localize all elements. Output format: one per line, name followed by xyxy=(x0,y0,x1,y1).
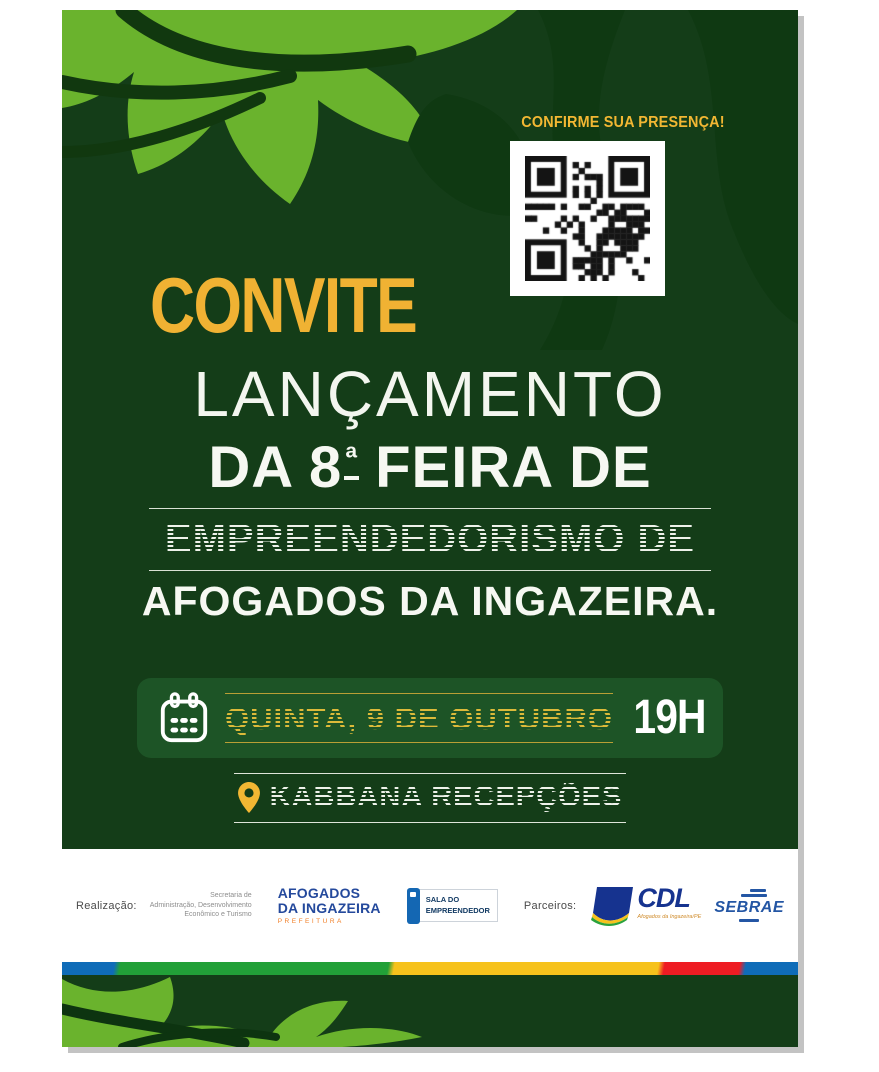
secretaria-line2: Administração, Desenvolvimento xyxy=(149,901,252,909)
sala-do-empreendedor-logo xyxy=(407,888,498,924)
sala-text xyxy=(415,889,498,921)
qr-block xyxy=(510,114,725,296)
sebrae-bar-icon xyxy=(739,919,759,922)
sebrae-bar-icon xyxy=(741,894,767,897)
prefeitura-name-line2: DA INGAZEIRA xyxy=(277,899,381,916)
parceiros-label: Parceiros: xyxy=(523,899,577,912)
sebrae-wordmark: SEBRAE xyxy=(714,899,785,917)
venue-name: KABBANA RECEPÇÕES xyxy=(269,781,623,813)
prefeitura-subtitle: PREFEITURA xyxy=(277,918,344,926)
realizacao-label: Realização: xyxy=(75,899,137,912)
title-line-feira xyxy=(62,436,798,500)
brand-color-stripe xyxy=(62,962,798,975)
event-date-badge xyxy=(137,678,723,758)
confirm-presence-label: CONFIRME SUA PRESENÇA! xyxy=(521,114,725,131)
invitation-poster xyxy=(62,10,798,1047)
title-line-afogados: AFOGADOS DA INGAZEIRA. xyxy=(141,578,719,624)
kicker-convite: CONVITE xyxy=(150,261,417,349)
title-line2-prefix: DA 8 xyxy=(208,435,343,500)
ordinal-a: ª xyxy=(344,443,359,480)
title-line2-suffix: FEIRA DE xyxy=(375,435,652,500)
secretaria-text xyxy=(150,891,252,919)
location-pin-icon xyxy=(238,782,260,813)
cdl-flag-icon xyxy=(589,885,633,927)
qr-code xyxy=(525,156,650,281)
prefeitura-name-line1: AFOGADOS xyxy=(277,884,361,901)
title-line-empreendedorismo: EMPREENDEDORISMO DE xyxy=(62,517,798,561)
qr-code-frame xyxy=(510,141,665,296)
cdl-subtitle: Afogados da Ingazeira/PE xyxy=(637,913,702,920)
event-time: 19H xyxy=(633,691,706,744)
cdl-logo xyxy=(589,882,702,927)
event-date-wrap xyxy=(225,693,613,743)
book-spine-icon xyxy=(407,888,420,924)
footer-logos-band xyxy=(62,849,798,962)
divider-line-bottom xyxy=(149,570,711,571)
calendar-icon xyxy=(157,691,211,745)
venue-wrap xyxy=(234,773,627,823)
secretaria-line1: Secretaria de xyxy=(210,892,252,900)
cdl-wordmark: CDL xyxy=(637,882,690,913)
sebrae-logo xyxy=(714,889,784,922)
sebrae-bar-icon xyxy=(750,889,766,892)
event-date: QUINTA, 9 DE OUTUBRO xyxy=(225,701,613,736)
divider-line-top xyxy=(149,508,711,509)
leaf-decoration-bottom-left xyxy=(62,973,492,1047)
sala-line2: EMPREENDEDOR xyxy=(425,905,490,915)
title-line-lancamento: LANÇAMENTO xyxy=(193,358,667,430)
sala-line1: SALA DO xyxy=(425,895,460,905)
prefeitura-name-block xyxy=(278,886,381,925)
secretaria-line3: Econômico e Turismo xyxy=(184,911,252,919)
venue-row xyxy=(62,773,798,823)
